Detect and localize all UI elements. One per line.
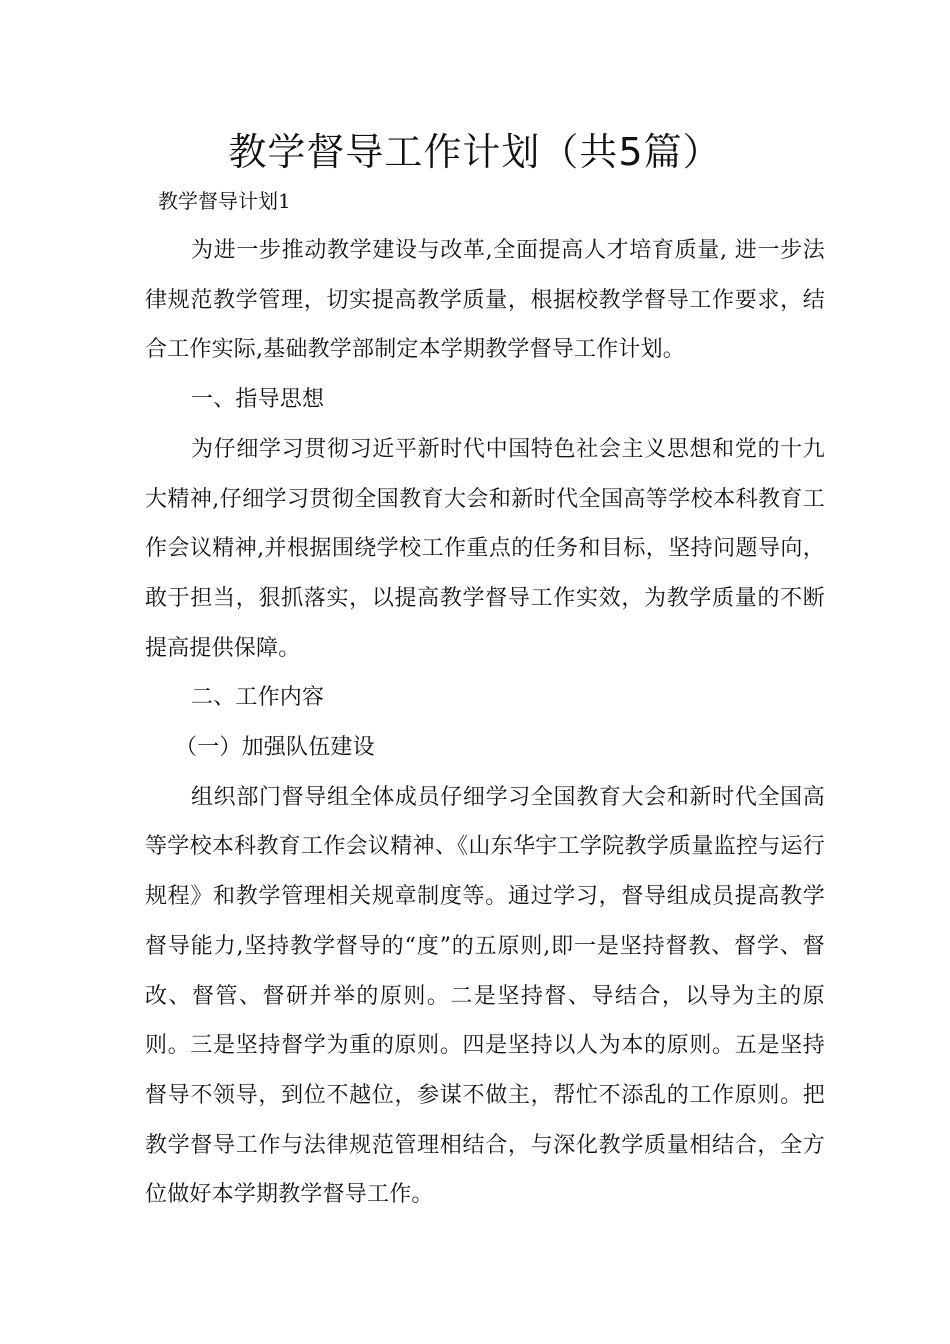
document-subtitle: 教学督导计划1 — [158, 189, 291, 213]
sub-heading-team-building: （一）加强队伍建设 — [175, 735, 375, 761]
section-heading-work-content: 二、工作内容 — [191, 685, 325, 711]
team-building-paragraph: 组织部门督导组全体成员仔细学习全国教育大会和新时代全国高等学校本科教育工作会议精神、《山东华宇工学院教学质量监控与运行规程》和教学管理相关规章制度等。通过学习，督导组成员提高教学督导能力,坚持教学督导的“度”的五原则,即一是坚持督教、督学、督改、督管、督研并举的原则。二是坚持督、导结合，以导为主的原则。三是坚持督学为重的原则。四是坚持以人为本的原则。五是坚持督导不领导，到位不越位，参谋不做主，帮忙不添乱的工作原则。把教学督导工作与法律规范管理相结合，与深化教学质量相结合，全方位做好本学期教学督导工作。 — [145, 784, 825, 1208]
intro-paragraph: 为进一步推动教学建设与改革,全面提高人才培育质量, 进一步法律规范教学管理，切实提高教学质量，根据校教学督导工作要求，结合工作实际,基础教学部制定本学期教学督导工作计划。 — [145, 238, 825, 363]
guiding-ideology-paragraph: 为仔细学习贯彻习近平新时代中国特色社会主义思想和党的十九大精神,仔细学习贯彻全国教育大会和新时代全国高等学校本科教育工作会议精神,并根据围绕学校工作重点的任务和目标，坚持问题导向，敢于担当，狠抓落实，以提高教学督导工作实效，为教学质量的不断提高提供保障。 — [145, 436, 825, 661]
document-body — [145, 226, 825, 1220]
section-heading-guiding-ideology: 一、指导思想 — [191, 387, 325, 413]
document-title: 教学督导工作计划（共5篇） — [228, 130, 722, 174]
